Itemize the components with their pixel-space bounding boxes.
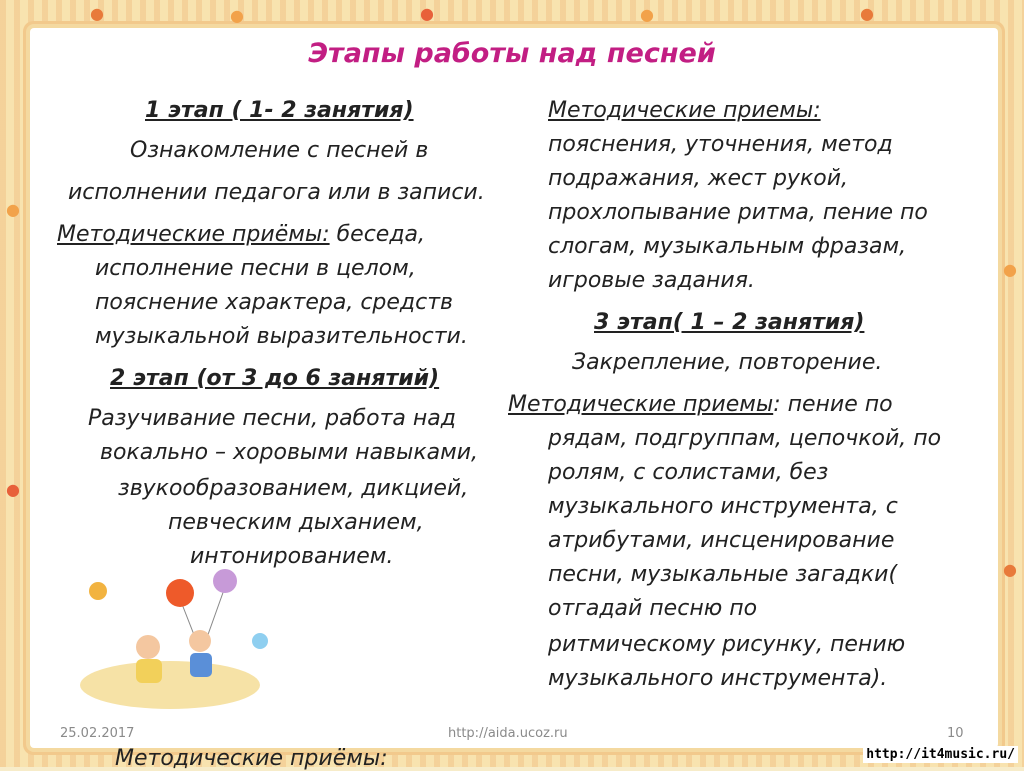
- candy-icon: ●: [640, 5, 654, 24]
- right-methods-label: Методические приемы:: [548, 98, 821, 123]
- children-balloons-illustration: [70, 565, 280, 715]
- stage3-heading: 3 этап( 1 – 2 занятия): [594, 310, 865, 335]
- stage2-text-4: певческим дыханием,: [168, 510, 424, 535]
- cut-off-text: Методические приёмы:: [115, 746, 388, 771]
- right-methods-2: подражания, жест рукой,: [548, 166, 848, 191]
- balloon-icon: [89, 582, 107, 600]
- methods-line-1: [57, 222, 425, 247]
- methods2-tail: : пение по: [773, 392, 893, 417]
- right-text-2: ролям, с солистами, без: [548, 460, 829, 485]
- right-text-8: музыкального инструмента).: [548, 666, 888, 691]
- right-text-3: музыкального инструмента, с: [548, 494, 898, 519]
- methods-line-4: музыкальной выразительности.: [95, 324, 468, 349]
- balloon-icon: [213, 569, 237, 593]
- methods2-label: Методические приемы: [508, 392, 774, 417]
- candy-icon: ●: [90, 4, 104, 23]
- methods-line-3: пояснение характера, средств: [95, 290, 454, 315]
- candy-icon: ●: [1003, 560, 1017, 579]
- right-text-7: ритмическому рисунку, пению: [548, 632, 906, 657]
- stage2-text-5: интонированием.: [190, 544, 394, 569]
- slide-number: 10: [947, 726, 964, 741]
- candy-icon: ●: [1003, 260, 1017, 279]
- right-methods-4: слогам, музыкальным фразам,: [548, 234, 907, 259]
- stage2-text-3: звукообразованием, дикцией,: [118, 476, 469, 501]
- balloon-icon: [166, 579, 194, 607]
- stage2-text-1: Разучивание песни, работа над: [88, 406, 456, 431]
- right-methods-1: пояснения, уточнения, метод: [548, 132, 893, 157]
- methods-label: Методические приёмы:: [57, 222, 330, 247]
- right-text-4: атрибутами, инсценирование: [548, 528, 895, 553]
- watermark-url: http://it4music.ru/: [863, 746, 1018, 763]
- slide-date: 25.02.2017: [60, 726, 135, 741]
- candy-icon: ●: [860, 4, 874, 23]
- right-methods-3: прохлопывание ритма, пение по: [548, 200, 928, 225]
- right-text-5: песни, музыкальные загадки(: [548, 562, 898, 587]
- candy-icon: ●: [6, 200, 20, 219]
- stage2-text-2: вокально – хоровыми навыками,: [100, 440, 479, 465]
- stage2-heading: 2 этап (от 3 до 6 занятий): [110, 366, 440, 391]
- candy-icon: ●: [420, 4, 434, 23]
- balloon-icon: [252, 633, 268, 649]
- stage1-text-2: исполнении педагога или в записи.: [68, 180, 485, 205]
- candy-icon: ●: [6, 480, 20, 499]
- right-text-6: отгадай песню по: [548, 596, 758, 621]
- slide-title: Этапы работы над песней: [308, 38, 716, 69]
- stage1-heading: 1 этап ( 1- 2 занятия): [145, 98, 414, 123]
- slide-site: http://aida.ucoz.ru: [448, 726, 568, 741]
- right-methods2-line: [508, 392, 893, 417]
- stage1-text-1: Ознакомление с песней в: [130, 138, 429, 163]
- methods-line-2: исполнение песни в целом,: [95, 256, 416, 281]
- stage3-text: Закрепление, повторение.: [572, 350, 883, 375]
- right-methods-5: игровые задания.: [548, 268, 755, 293]
- right-text-1: рядам, подгруппам, цепочкой, по: [548, 426, 942, 451]
- methods-tail: беседа,: [329, 222, 426, 247]
- candy-icon: ●: [230, 6, 244, 25]
